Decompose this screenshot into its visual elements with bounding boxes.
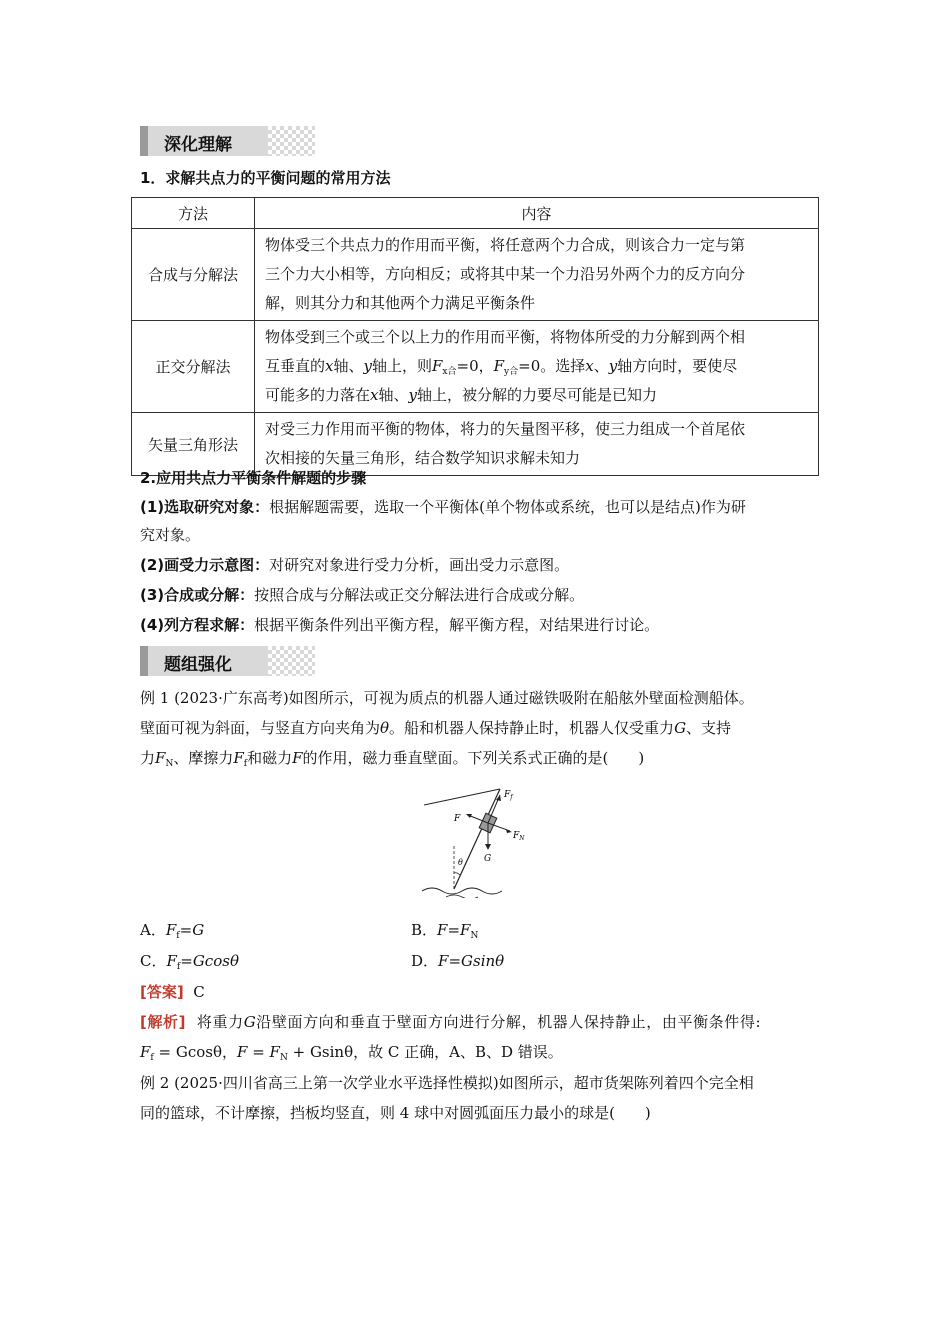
content-cell — [255, 413, 819, 476]
table-row — [132, 229, 819, 321]
content-line: 次相接的矢量三角形，结合数学知识求解未知力 — [265, 449, 581, 467]
label-ff: $F_f$ — [504, 790, 513, 801]
theta-arc — [454, 873, 460, 875]
content-line: 对受三力作用而平衡的物体，将力的矢量图平移，使三力组成一个首尾依 — [265, 420, 746, 438]
example1-line3: 力$F_N$、摩擦力$F_f$和磁力F的作用，磁力垂直壁面。下列关系式正确的是( ) — [140, 749, 645, 769]
analysis-line1: [解析] 将重力G沿壁面方向和垂直于壁面方向进行分解，机器人保持静止，由平衡条件得: — [140, 1013, 762, 1031]
wall-top-line — [424, 789, 500, 805]
content-line: 可能多的力落在x轴、y轴上，被分解的力要尽可能是已知力 — [265, 386, 657, 404]
table-row — [132, 321, 819, 413]
content-line: 物体受到三个或三个以上力的作用而平衡，将物体所受的力分解到两个相 — [265, 328, 746, 346]
label-fn: $F_N$ — [513, 831, 525, 842]
method-cell: 正交分解法 — [132, 321, 255, 413]
example2-line2: 同的篮球，不计摩擦，挡板均竖直，则 4 球中对圆弧面压力最小的球是( ) — [140, 1104, 651, 1122]
analysis-line2: $F_f = Gcos\theta$，$F = F_N + Gsin\theta$，故 C 正确，A、B、D 错误。 — [140, 1043, 563, 1063]
water-wave — [422, 888, 502, 894]
header-content: 内容 — [255, 198, 819, 229]
banner-checker-pattern — [268, 646, 315, 676]
label-theta: θ — [458, 858, 463, 867]
answer-line: [答案] C — [140, 983, 205, 1001]
force-fn-arrowhead — [506, 829, 512, 833]
section-title: 深化理解 — [164, 135, 232, 155]
label-f: F — [454, 814, 461, 824]
method-cell: 合成与分解法 — [132, 229, 255, 321]
option-d: D．F=Gsinθ — [411, 952, 505, 970]
step-2: (2)画受力示意图：对研究对象进行受力分析，画出受力示意图。 — [140, 556, 570, 574]
content-line: 解，则其分力和其他两个力满足平衡条件 — [265, 294, 536, 312]
step-1: (1)选取研究对象：根据解题需要，选取一个平衡体(单个物体或系统，也可以是结点)作为研 — [140, 498, 746, 516]
method-cell: 矢量三角形法 — [132, 413, 255, 476]
content-cell — [255, 321, 819, 413]
inclined-wall — [454, 789, 500, 889]
content-line: 三个力大小相等，方向相反；或将其中某一个力沿另外两个力的反方向分 — [265, 265, 746, 283]
section-banner-practice — [140, 646, 315, 676]
banner-bar — [140, 126, 148, 156]
banner-bar — [140, 646, 148, 676]
header-method: 方法 — [132, 198, 255, 229]
step-1-cont: 究对象。 — [140, 526, 201, 544]
step-3: (3)合成或分解：按照合成与分解法或正交分解法进行合成或分解。 — [140, 586, 585, 604]
step-4: (4)列方程求解：根据平衡条件列出平衡方程，解平衡方程，对结果进行讨论。 — [140, 616, 660, 634]
content-cell — [255, 229, 819, 321]
example1-line2: 壁面可视为斜面，与竖直方向夹角为θ。船和机器人保持静止时，机器人仅受重力G、支持 — [140, 719, 732, 737]
robot-wall-figure — [418, 783, 538, 898]
option-c: C．$F_f=Gcos\theta$ — [140, 952, 239, 972]
section-title: 题组强化 — [164, 655, 232, 675]
label-g: G — [484, 854, 492, 864]
option-a: A．$F_f=G$ — [140, 921, 205, 941]
table-row — [132, 413, 819, 476]
table-header-row — [132, 198, 819, 229]
banner-checker-pattern — [268, 126, 315, 156]
option-b: B．$F=F_N$ — [411, 921, 479, 941]
force-g-arrowhead — [485, 844, 491, 850]
water-wave — [446, 895, 478, 898]
methods-table — [131, 197, 819, 476]
section-banner-deepen — [140, 126, 315, 156]
example1-line1: 例 1 (2023·广东高考)如图所示，可视为质点的机器人通过磁铁吸附在船舷外壁面检测船体。 — [140, 689, 754, 707]
part2-heading: 2.应用共点力平衡条件解题的步骤 — [140, 469, 367, 487]
content-line: 物体受三个共点力的作用而平衡，将任意两个力合成，则该合力一定与第 — [265, 236, 746, 254]
part1-heading: 1．求解共点力的平衡问题的常用方法 — [140, 169, 391, 187]
content-line: 互垂直的x轴、y轴上，则$F_{x合}=0$，$F_{y合}=0$。选择x、y轴方向时，要使尽 — [265, 357, 738, 377]
example2-line1: 例 2 (2025·四川省高三上第一次学业水平选择性模拟)如图所示，超市货架陈列着四个完全相 — [140, 1074, 754, 1092]
